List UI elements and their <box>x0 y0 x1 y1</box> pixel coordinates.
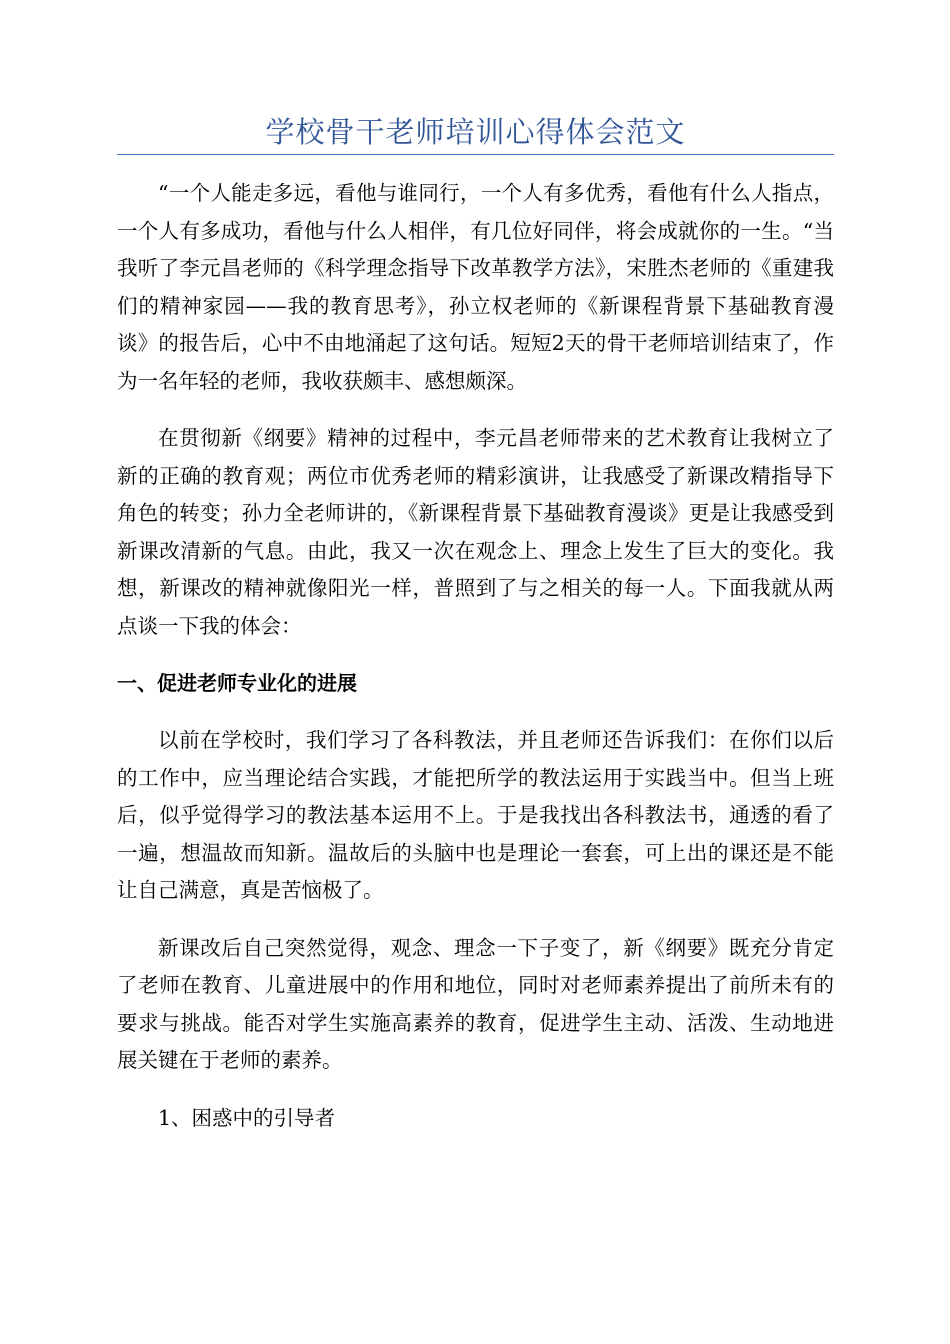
section1-paragraph-2: 新课改后自己突然觉得，观念、理念一下子变了，新《纲要》既充分肯定了老师在教育、儿童进展中的作用和地位，同时对老师素养提出了前所未有的要求与挑战。能否对学生实施高素养的教育，促进学生主动、活泼、生动地进展关键在于老师的素养。 <box>117 935 834 1072</box>
subsection-heading-1: 1、困惑中的引导者 <box>158 1105 336 1130</box>
intro-paragraph-1: “一个人能走多远，看他与谁同行，一个人有多优秀，看他有什么人指点，一个人有多成功，看他与什么人相伴，有几位好同伴，将会成就你的一生。“当我听了李元昌老师的《科学理念指导下改革教学方法》，宋胜杰老师的《重建我们的精神家园——我的教育思考》，孙立权老师的《新课程背景下基础教育漫谈》的报告后，心中不由地涌起了这句话。短短2天的骨干老师培训结束了，作为一名年轻的老师，我收获颇丰、感想颇深。 <box>117 181 834 393</box>
document-page <box>117 112 834 1137</box>
intro-paragraph-2: 在贯彻新《纲要》精神的过程中，李元昌老师带来的艺术教育让我树立了新的正确的教育观；两位市优秀老师的精彩演讲，让我感受了新课改精指导下角色的转变；孙力全老师讲的，《新课程背景下基础教育漫谈》更是让我感受到新课改清新的气息。由此，我又一次在观念上、理念上发生了巨大的变化。我想，新课改的精神就像阳光一样，普照到了与之相关的每一人。下面我就从两点谈一下我的体会： <box>117 426 834 638</box>
section-heading-1: 一、促进老师专业化的进展 <box>117 671 357 695</box>
document-title: 学校骨干老师培训心得体会范文 <box>117 112 834 155</box>
section1-paragraph-1: 以前在学校时，我们学习了各科教法，并且老师还告诉我们：在你们以后的工作中，应当理论结合实践，才能把所学的教法运用于实践当中。但当上班后，似乎觉得学习的教法基本运用不上。于是我找出各科教法书，通透的看了一遍，想温故而知新。温故后的头脑中也是理论一套套，可上出的课还是不能让自己满意，真是苦恼极了。 <box>117 728 834 902</box>
